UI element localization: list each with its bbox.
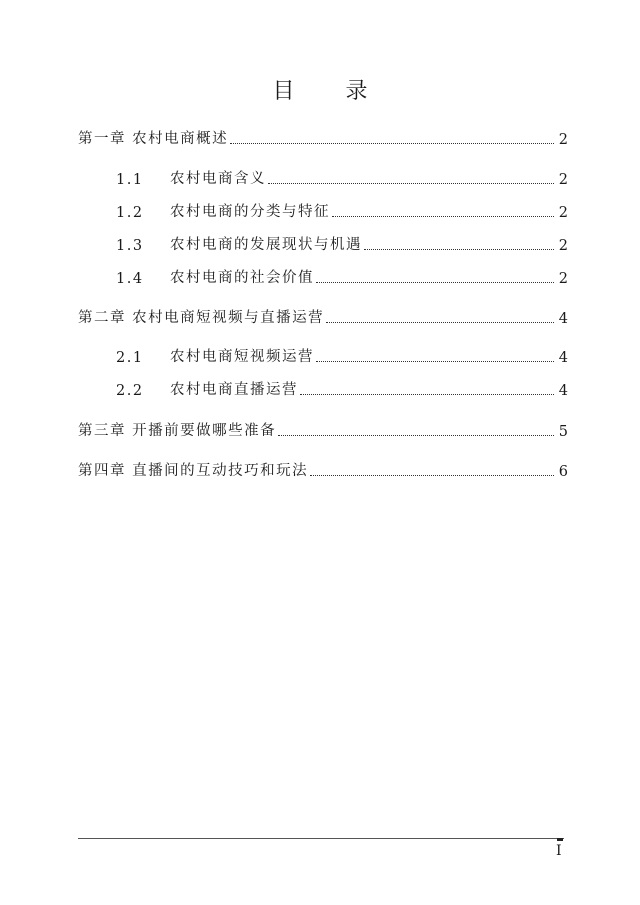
toc-entry-section-1-4[interactable]	[78, 263, 568, 287]
toc-entry-label: 第四章 直播间的互动技巧和玩法	[78, 463, 309, 479]
toc-entry-page: 4	[558, 383, 568, 399]
toc-leader-dots	[300, 393, 554, 395]
toc-entry-page: 2	[558, 205, 568, 221]
toc-entry-label: 第三章 开播前要做哪些准备	[78, 423, 277, 439]
toc-entry-chapter-3[interactable]	[78, 416, 568, 440]
toc-entry-number: 1.1	[116, 172, 144, 188]
toc-entry-number: 1.2	[116, 205, 144, 221]
page-number: I	[556, 843, 562, 859]
toc-entry-chapter-1[interactable]	[78, 124, 568, 148]
toc-entry-page: 2	[558, 238, 568, 254]
toc-entry-page: 2	[558, 271, 568, 287]
toc-entry-label: 农村电商的发展现状与机遇	[170, 237, 362, 253]
toc-entry-chapter-4[interactable]	[78, 456, 568, 480]
toc-leader-dots	[310, 474, 554, 476]
toc-entry-section-1-3[interactable]	[78, 230, 568, 254]
toc-entry-section-2-2[interactable]	[78, 375, 568, 399]
toc-leader-dots	[268, 182, 554, 184]
toc-entry-number: 2.2	[116, 383, 144, 399]
toc-entry-page: 2	[558, 172, 568, 188]
toc-title: 目 录	[272, 79, 390, 104]
toc-leader-dots	[364, 248, 554, 250]
footer-mark	[557, 838, 563, 841]
toc-entry-page: 4	[558, 311, 568, 327]
footer-rule	[78, 838, 564, 839]
toc-entry-label: 第一章 农村电商概述	[78, 131, 229, 147]
toc-leader-dots	[230, 142, 554, 144]
toc-entry-page: 2	[558, 132, 568, 148]
toc-entry-label: 农村电商直播运营	[170, 382, 298, 398]
toc-leader-dots	[316, 360, 554, 362]
toc-entry-page: 4	[558, 350, 568, 366]
toc-leader-dots	[332, 215, 554, 217]
toc-entry-label: 农村电商的社会价值	[170, 270, 314, 286]
toc-entry-label: 农村电商含义	[170, 171, 266, 187]
toc-leader-dots	[278, 434, 554, 436]
toc-entry-chapter-2[interactable]	[78, 303, 568, 327]
toc-entry-section-1-1[interactable]	[78, 164, 568, 188]
toc-entry-section-2-1[interactable]	[78, 342, 568, 366]
toc-entry-number: 2.1	[116, 350, 144, 366]
toc-leader-dots	[316, 281, 554, 283]
toc-entry-section-1-2[interactable]	[78, 197, 568, 221]
toc-entry-page: 6	[558, 464, 568, 480]
toc-entry-label: 农村电商的分类与特征	[170, 204, 330, 220]
toc-entry-number: 1.4	[116, 271, 144, 287]
toc-entry-page: 5	[558, 424, 568, 440]
toc-entry-label: 第二章 农村电商短视频与直播运营	[78, 310, 325, 326]
toc-entry-label: 农村电商短视频运营	[170, 349, 314, 365]
toc-entry-number: 1.3	[116, 238, 144, 254]
toc-leader-dots	[326, 321, 554, 323]
